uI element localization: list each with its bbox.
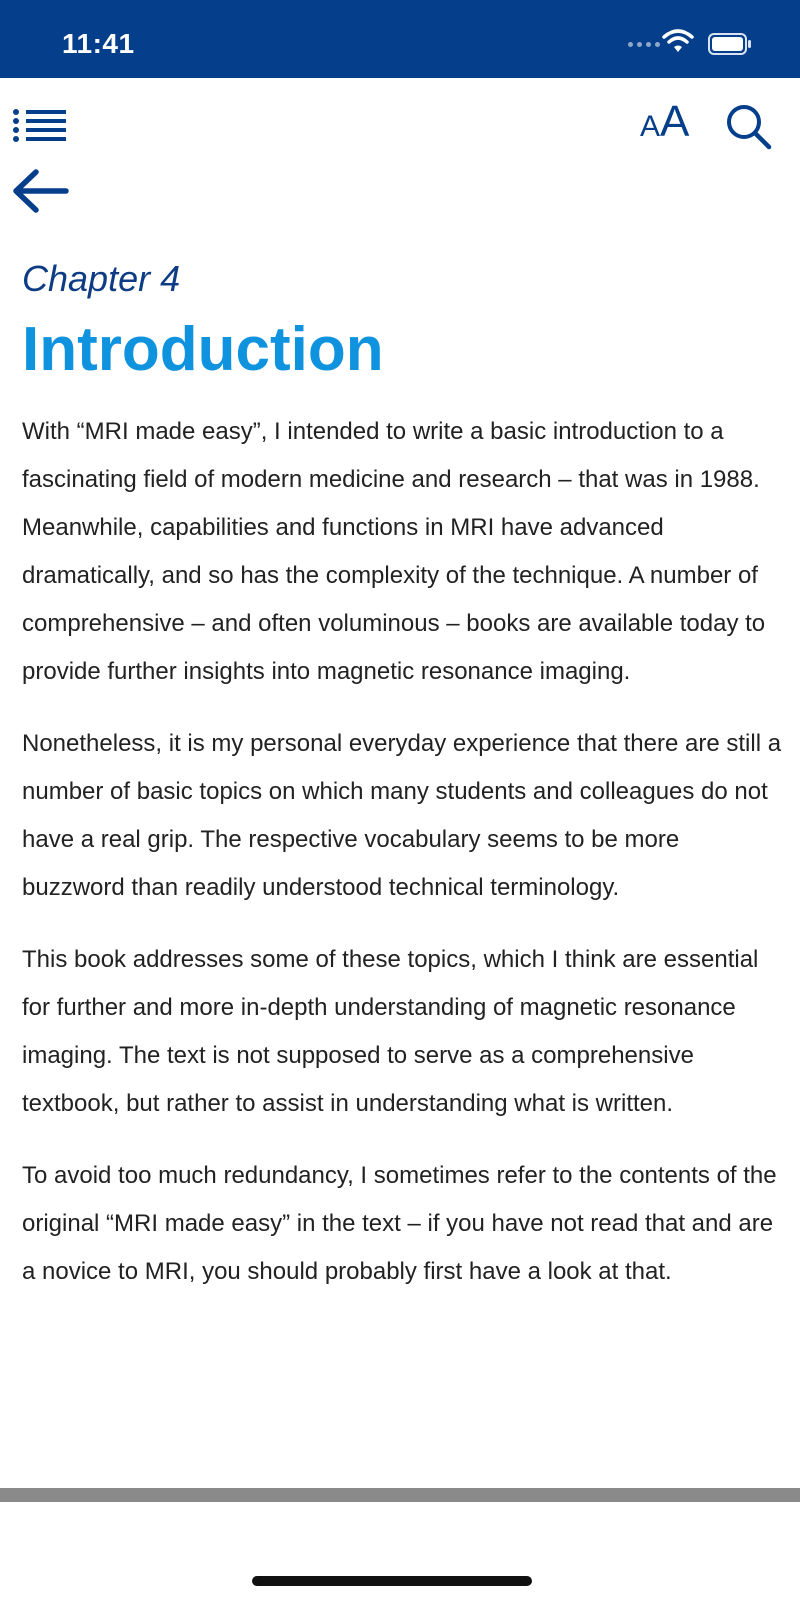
table-of-contents-button[interactable] — [12, 108, 68, 142]
reading-progress-bar — [0, 1488, 800, 1502]
page-title: Introduction — [22, 315, 384, 384]
home-indicator[interactable] — [252, 1576, 532, 1586]
arrow-left-icon — [10, 168, 70, 214]
paragraph: To avoid too much redundancy, I sometimes refer to the contents of the original “MRI made easy” in the text – if you have not read that and are a novice to MRI, you should probably first have a look at that. — [22, 1162, 777, 1285]
search-button[interactable] — [724, 102, 772, 150]
status-bar — [0, 0, 800, 78]
wifi-icon — [662, 28, 694, 54]
paragraph: Nonetheless, it is my personal everyday experience that there are still a number of basic topics on which many students and colleagues do not have a real grip. The respective vocabulary seems to be more buzzword than readily understood technical terminology. — [22, 730, 782, 901]
chapter-label: Chapter 4 — [22, 258, 181, 299]
status-time: 11:41 — [62, 28, 135, 59]
cellular-signal-icon — [628, 42, 660, 47]
list-menu-icon — [12, 108, 68, 142]
text-size-large-glyph: A — [660, 97, 690, 146]
font-size-button[interactable] — [640, 97, 690, 146]
paragraph: With “MRI made easy”, I intended to write a basic introduction to a fascinating field of modern medicine and research – that was in 1988. Meanwhile, capabilities and functions in MRI have advanced dramatically, and so has the complexity of the technique. A number of comprehensive – and often voluminous – books are available today to provide further insights into magnetic resonance imaging. — [22, 418, 766, 685]
text-size-icon: A — [640, 110, 661, 143]
paragraph: This book addresses some of these topics, which I think are essential for further and more in-depth understanding of magnetic resonance imaging. The text is not supposed to serve as a comprehensive textbook, but rather to assist in understanding what is written. — [22, 946, 759, 1117]
search-icon — [724, 102, 772, 150]
battery-icon — [708, 33, 752, 55]
body-text — [22, 408, 782, 1320]
back-button[interactable] — [10, 168, 70, 214]
